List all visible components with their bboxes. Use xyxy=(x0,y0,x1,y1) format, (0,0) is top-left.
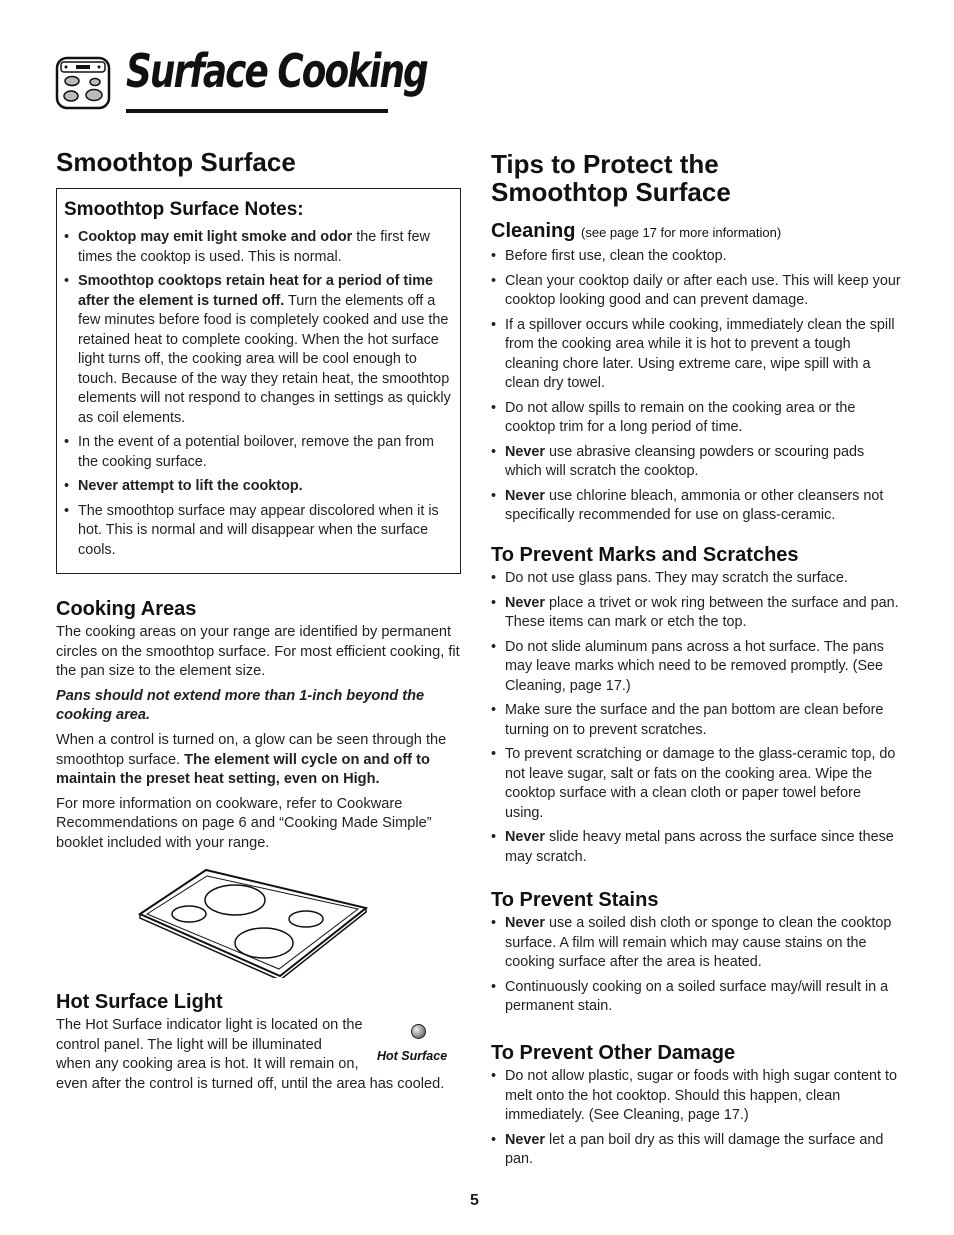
list-item: • Do not use glass pans. They may scratch the surface. xyxy=(491,569,901,589)
cooktop-illustration xyxy=(138,868,368,983)
list-item: • If a spillover occurs while cooking, immediately clean the spill from the cooking area while it is hot to prevent a tough cleaning chore later. Using extreme care, wipe spill with a clean dry towel. xyxy=(491,316,901,394)
cleaning-heading: Cleaning (see page 17 for more information) xyxy=(491,220,782,242)
list-item: • Never use abrasive cleansing powders or scouring pads which will scratch the cooktop. xyxy=(491,443,901,482)
cooking-areas-section xyxy=(56,598,462,859)
hot-surface-indicator-label: Hot Surface xyxy=(377,1049,448,1063)
list-item: • Do not slide aluminum pans across a hot surface. The pans may leave marks which need to be removed promptly. (See Cleaning, page 17.) xyxy=(491,638,901,697)
title-underline xyxy=(126,109,388,113)
notes-box xyxy=(56,188,461,574)
tips-heading xyxy=(491,150,731,206)
page-number: 5 xyxy=(470,1192,479,1209)
list-item: • Never let a pan boil dry as this will damage the surface and pan. xyxy=(491,1131,901,1170)
cooktop-icon xyxy=(55,55,115,111)
paragraph: The cooking areas on your range are identified by permanent circles on the smoothtop surface. For most efficient cooking, fit the pan size to the element size. xyxy=(56,624,460,680)
other-damage-section xyxy=(491,1042,901,1175)
paragraph-line: control panel. The light will be illuminated xyxy=(56,1036,322,1053)
hot-surface-section xyxy=(56,991,466,1094)
smoothtop-surface-heading: Smoothtop Surface xyxy=(56,147,296,177)
list-item: • Never place a trivet or wok ring between the surface and pan. These items can mark or etch the top. xyxy=(491,594,901,633)
cleaning-note: (see page 17 for more information) xyxy=(581,225,782,240)
paragraph-line: The Hot Surface indicator light is located on the xyxy=(56,1017,363,1033)
list-item: • Smoothtop cooktops retain heat for a period of time after the element is turned off. Turn the elements off a few minutes before food is completely cooked and use the retained heat to complete cooking. When the hot surface light turns off, the cooking area will be cool enough to touch. Because of the way they retain heat, the smoothtop elements will not respond to changes in settings as quickly as coil elements. xyxy=(64,272,454,428)
list-item: • Never use a soiled dish cloth or sponge to clean the cooktop surface. A film will remain which may cause stains on the cooking surface after the area is heated. xyxy=(491,914,901,973)
list-item: • In the event of a potential boilover, remove the pan from the cooking surface. xyxy=(64,433,454,472)
list-item: • The smoothtop surface may appear discolored when it is hot. This is normal and will disappear when the surface cools. xyxy=(64,502,454,561)
list-item: • Never slide heavy metal pans across the surface since these may scratch. xyxy=(491,828,901,867)
tips-heading-line: Tips to Protect the xyxy=(491,149,719,179)
notes-list xyxy=(64,228,454,560)
stains-section xyxy=(491,889,901,1022)
list-item: • Do not allow spills to remain on the cooking area or the cooktop trim for a long period of time. xyxy=(491,399,901,438)
list-item: • To prevent scratching or damage to the glass-ceramic top, do not leave sugar, salt or fats on the cooking area. Wipe the cooktop surface with a clean cloth or paper towel before using. xyxy=(491,745,901,823)
marks-section xyxy=(491,544,901,872)
paragraph-line: when any cooking area is hot. It will remain on, xyxy=(56,1056,359,1073)
cooking-areas-heading: Cooking Areas xyxy=(56,598,197,620)
list-item: • Do not allow plastic, sugar or foods with high sugar content to melt onto the hot cooktop. Should this happen, clean immediately. (See Cleaning, page 17.) xyxy=(491,1067,901,1126)
marks-heading: To Prevent Marks and Scratches xyxy=(491,544,799,566)
hot-surface-indicator-icon xyxy=(411,1024,426,1039)
other-damage-heading: To Prevent Other Damage xyxy=(491,1042,736,1064)
paragraph: When a control is turned on, a glow can be seen through the smoothtop surface. The element will cycle on and off to maintain the preset heat setting, even on High. xyxy=(56,731,447,788)
paragraph-line: even after the control is turned off, until the area has cooled. xyxy=(56,1075,445,1092)
tips-heading-line: Smoothtop Surface xyxy=(491,177,731,207)
page-title: Surface Cooking xyxy=(126,44,427,98)
list-item: • Continuously cooking on a soiled surface may/will result in a permanent stain. xyxy=(491,978,901,1017)
list-item: • Clean your cooktop daily or after each use. This will keep your cooktop looking good and can prevent damage. xyxy=(491,272,901,311)
list-item: • Make sure the surface and the pan bottom are clean before turning on to prevent scratches. xyxy=(491,701,901,740)
stains-heading: To Prevent Stains xyxy=(491,889,659,911)
marks-list xyxy=(491,569,901,867)
stains-list xyxy=(491,914,901,1017)
notes-heading: Smoothtop Surface Notes: xyxy=(64,199,304,220)
hot-surface-heading: Hot Surface Light xyxy=(56,991,223,1013)
other-damage-list xyxy=(491,1067,901,1170)
paragraph-warning: Pans should not extend more than 1-inch beyond the cooking area. xyxy=(56,687,425,724)
paragraph: For more information on cookware, refer to Cookware Recommendations on page 6 and “Cooking Made Simple” booklet included with your range. xyxy=(56,795,432,851)
list-item: • Cooktop may emit light smoke and odor the first few times the cooktop is used. This is normal. xyxy=(64,228,454,267)
list-item: • Never use chlorine bleach, ammonia or other cleansers not specifically recommended for use on glass-ceramic. xyxy=(491,487,901,526)
cleaning-section xyxy=(491,220,901,531)
list-item: • Never attempt to lift the cooktop. xyxy=(64,477,454,497)
cleaning-list xyxy=(491,247,901,526)
list-item: • Before first use, clean the cooktop. xyxy=(491,247,901,267)
